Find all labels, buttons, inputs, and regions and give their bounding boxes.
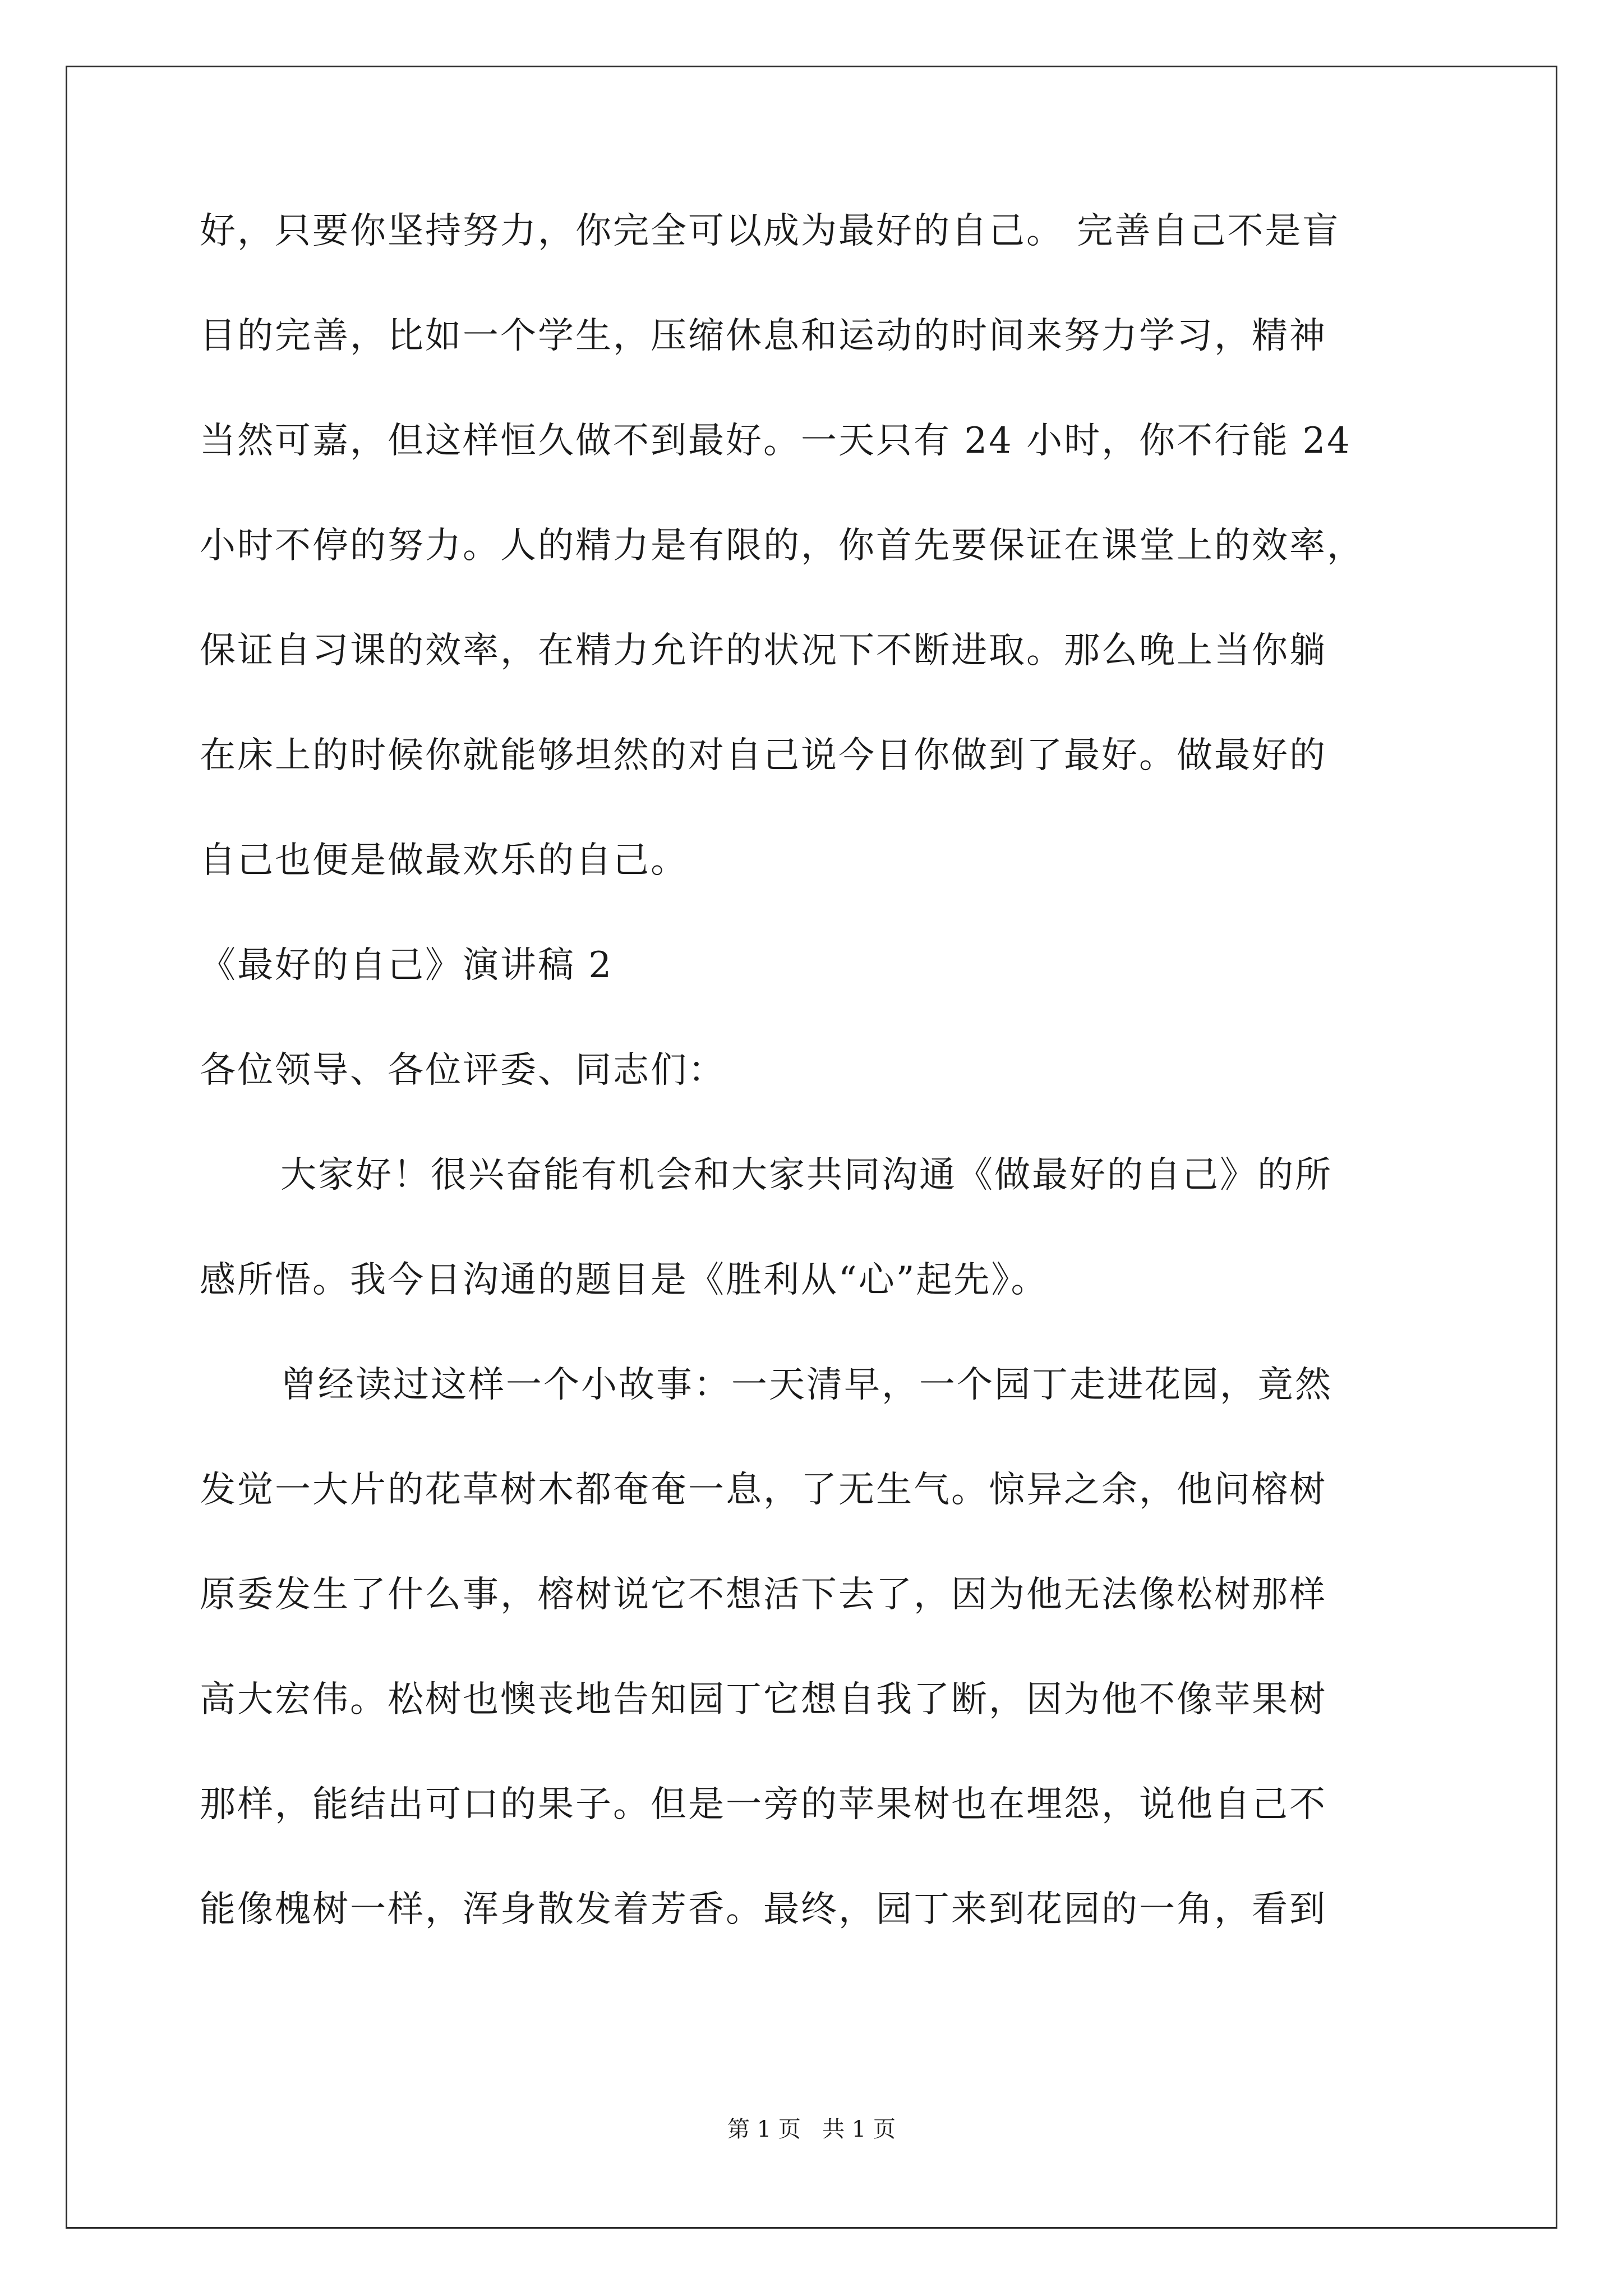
paragraph-line: 好，只要你坚持努力，你完全可以成为最好的自己。 完善自己不是盲 (200, 210, 1340, 252)
paragraph-line: 目的完善，比如一个学生，压缩休息和运动的时间来努力学习，精神 (200, 315, 1327, 357)
paragraph-line: 那样，能结出可口的果子。但是一旁的苹果树也在埋怨，说他自己不 (200, 1784, 1327, 1825)
paragraph-line: 发觉一大片的花草树木都奄奄一息，了无生气。惊异之余，他问榕树 (200, 1469, 1327, 1511)
paragraph-line: 能像槐树一样，浑身散发着芳香。最终，园丁来到花园的一角，看到 (200, 1889, 1327, 1930)
paragraph-line: 当然可嘉，但这样恒久做不到最好。一天只有 24 小时，你不行能 24 (200, 420, 1352, 462)
paragraph-line: 高大宏伟。松树也懊丧地告知园丁它想自我了断，因为他不像苹果树 (200, 1679, 1327, 1720)
paragraph-line: 原委发生了什么事，榕树说它不想活下去了，因为他无法像松树那样 (200, 1574, 1327, 1616)
paragraph-line: 自己也便是做最欢乐的自己。 (200, 840, 688, 881)
paragraph-line: 感所悟。我今日沟通的题目是《胜利从“心”起先》。 (200, 1259, 1049, 1301)
paragraph-line: 大家好！很兴奋能有机会和大家共同沟通《做最好的自己》的所 (280, 1154, 1332, 1196)
salutation: 各位领导、各位评委、同志们： (200, 1050, 726, 1091)
paragraph-line: 曾经读过这样一个小故事：一天清早，一个园丁走进花园，竟然 (280, 1364, 1332, 1406)
paragraph-line: 小时不停的努力。人的精力是有限的，你首先要保证在课堂上的效率， (200, 525, 1364, 567)
paragraph-line: 保证自习课的效率，在精力允许的状况下不断进取。那么晚上当你躺 (200, 630, 1327, 671)
section-title: 《最好的自己》演讲稿 2 (200, 945, 614, 986)
paragraph-line: 在床上的时候你就能够坦然的对自己说今日你做到了最好。做最好的 (200, 735, 1327, 776)
page-footer: 第 1 页 共 1 页 (727, 2116, 896, 2142)
